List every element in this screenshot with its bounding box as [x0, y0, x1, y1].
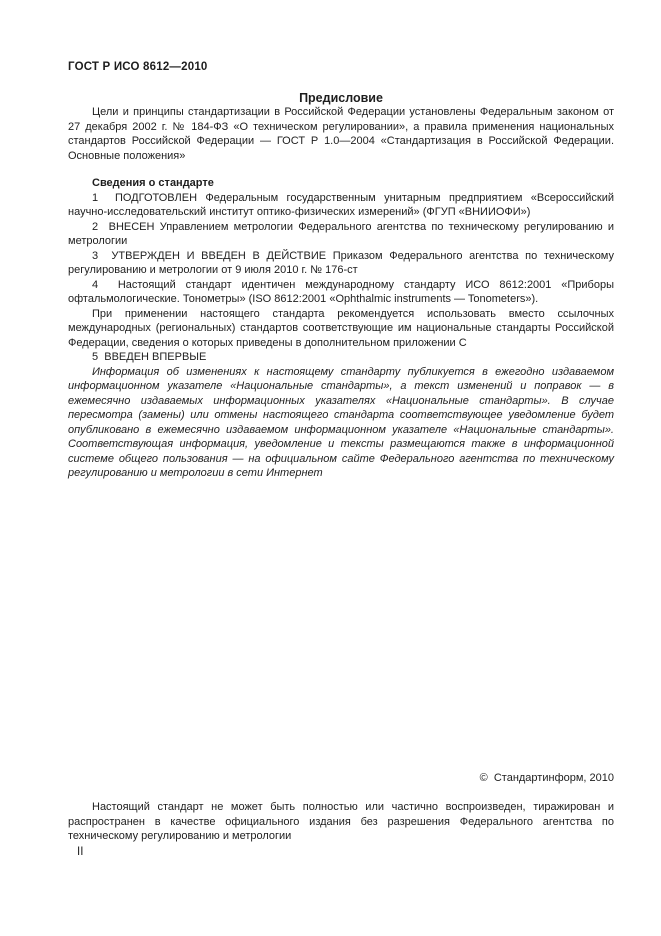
- info-item-4: 4 Настоящий стандарт идентичен международному стандарту ИСО 8612:2001 «Приборы офтальмологические. Тонометры» (ISO 8612:2001 «Ophthalmic instruments — Tonometers»).: [68, 278, 614, 305]
- info-item-5: 5 ВВЕДЕН ВПЕРВЫЕ: [92, 351, 207, 363]
- document-code: ГОСТ Р ИСО 8612—2010: [68, 61, 208, 73]
- page-title: Предисловие: [299, 90, 383, 105]
- amendments-notice: Информация об изменениях к настоящему стандарту публикуется в ежегодно издаваемом информационном указателе «Национальные стандарты», а текст изменений и поправок — в ежемесячно издаваемых информационных указателях «Национальные стандарты». В случае пересмотра (замены) или отмены настоящего стандарта соответствующее уведомление будет опубликовано в ежемесячно издаваемом информационном указателе «Национальные стандарты». Соответствующая информация, уведомление и тексты размещаются также в информационной системе общего пользования — на официальном сайте Федерального агентства по техническому регулированию и метрологии в сети Интернет: [68, 365, 614, 479]
- info-item-4-continuation: При применении настоящего стандарта рекомендуется использовать вместо ссылочных международных (региональных) стандартов соответствующие им национальные стандарты Российской Федерации, сведения о которых приведены в дополнительном приложении С: [68, 307, 614, 349]
- intro-paragraph: Цели и принципы стандартизации в Российской Федерации установлены Федеральным законом от 27 декабря 2002 г. № 184-ФЗ «О техническом регулировании», а правила применения национальных стандартов Российской Федерации — ГОСТ Р 1.0—2004 «Стандартизация в Российской Федерации. Основные положения»: [68, 106, 614, 162]
- reproduction-notice: Настоящий стандарт не может быть полностью или частично воспроизведен, тиражирован и распространен в качестве официального издания без разрешения Федерального агентства по техническому регулированию и метрологии: [68, 801, 614, 842]
- info-item-1: 1 ПОДГОТОВЛЕН Федеральным государственным унитарным предприятием «Всероссийский научно-исследовательский институт оптико-физических измерений» (ФГУП «ВНИИОФИ»): [68, 191, 614, 218]
- page-number: II: [77, 846, 84, 858]
- copyright-line: © Стандартинформ, 2010: [479, 772, 614, 784]
- info-item-3: 3 УТВЕРЖДЕН И ВВЕДЕН В ДЕЙСТВИЕ Приказом Федерального агентства по техническому регулированию и метрологии от 9 июля 2010 г. № 176-ст: [68, 249, 614, 276]
- info-item-2: 2 ВНЕСЕН Управлением метрологии Федерального агентства по техническому регулированию и метрологии: [68, 220, 614, 247]
- standard-info-heading: Сведения о стандарте: [92, 177, 214, 189]
